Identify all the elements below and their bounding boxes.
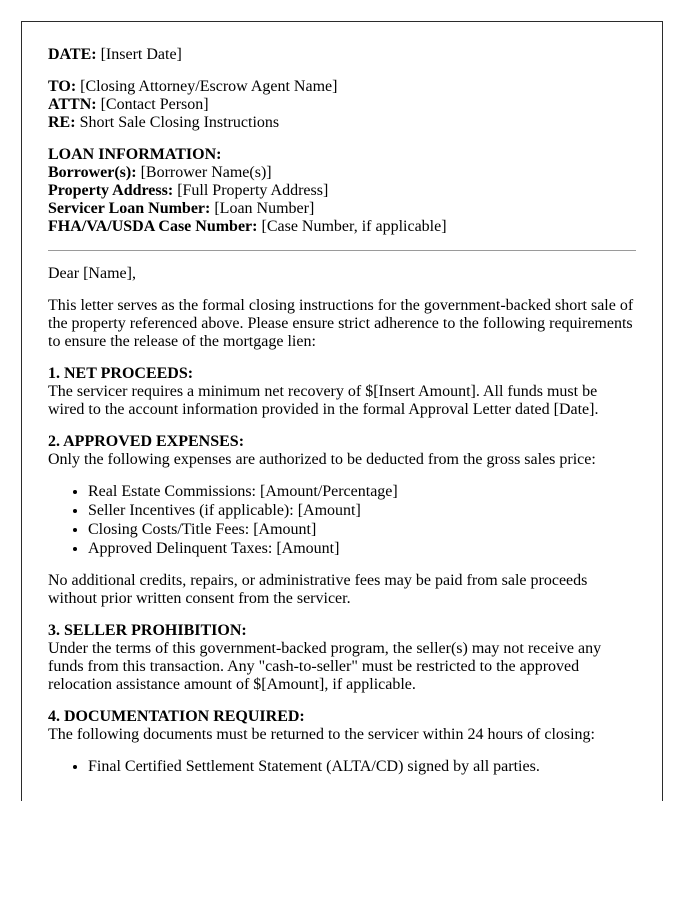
documentation-required-text: The following documents must be returned to the servicer within 24 hours of closing:: [48, 726, 595, 743]
case-number-value: [Case Number, if applicable]: [261, 218, 447, 235]
property-address-label: Property Address:: [48, 182, 174, 199]
net-proceeds-text: The servicer requires a minimum net recovery of $[Insert Amount]. All funds must be wired to the account information provided in the formal Approval Letter dated [Date].: [48, 383, 599, 418]
loan-info-block: [48, 146, 636, 236]
seller-prohibition-heading: 3. SELLER PROHIBITION:: [48, 622, 247, 639]
servicer-loan-number-value: [Loan Number]: [214, 200, 315, 217]
borrower-label: Borrower(s):: [48, 164, 137, 181]
section-approved-expenses: [48, 433, 636, 469]
salutation: Dear [Name],: [48, 265, 136, 282]
loan-info-heading: LOAN INFORMATION:: [48, 146, 222, 163]
borrower-value: [Borrower Name(s)]: [140, 164, 272, 181]
documentation-list: [48, 758, 636, 776]
list-item: • Approved Delinquent Taxes: [Amount]: [88, 540, 636, 558]
servicer-loan-number-label: Servicer Loan Number:: [48, 200, 211, 217]
to-label: TO:: [48, 78, 77, 95]
case-number-label: FHA/VA/USDA Case Number:: [48, 218, 258, 235]
section-seller-prohibition: [48, 622, 636, 694]
attn-value: [Contact Person]: [100, 96, 209, 113]
list-item: • Seller Incentives (if applicable): [Amount]: [88, 502, 636, 520]
approved-expenses-heading: 2. APPROVED EXPENSES:: [48, 433, 245, 450]
approved-expenses-text: Only the following expenses are authorized to be deducted from the gross sales price:: [48, 451, 596, 468]
date-value: [Insert Date]: [100, 46, 182, 63]
seller-prohibition-text: Under the terms of this government-backed program, the seller(s) may not receive any funds from this transaction. Any "cash-to-seller" must be restricted to the approved relocation assistance amount of $[Amount], if applicable.: [48, 640, 602, 693]
approved-expenses-note: No additional credits, repairs, or administrative fees may be paid from sale proceeds without prior written consent from the servicer.: [48, 572, 588, 607]
documentation-required-heading: 4. DOCUMENTATION REQUIRED:: [48, 708, 305, 725]
net-proceeds-heading: 1. NET PROCEEDS:: [48, 365, 194, 382]
letter-page: [21, 21, 663, 801]
re-label: RE:: [48, 114, 76, 131]
re-value: Short Sale Closing Instructions: [79, 114, 280, 131]
approved-expenses-list: [48, 483, 636, 558]
list-item: • Closing Costs/Title Fees: [Amount]: [88, 521, 636, 539]
list-item: • Real Estate Commissions: [Amount/Percentage]: [88, 483, 636, 501]
property-address-value: [Full Property Address]: [177, 182, 329, 199]
to-value: [Closing Attorney/Escrow Agent Name]: [80, 78, 338, 95]
attn-label: ATTN:: [48, 96, 97, 113]
recipient-block: [48, 78, 636, 132]
divider: [48, 250, 636, 251]
section-documentation-required: [48, 708, 636, 744]
date-line: [48, 46, 636, 64]
section-net-proceeds: [48, 365, 636, 419]
intro-paragraph: This letter serves as the formal closing instructions for the government-backed short sale of the property referenced above. Please ensure strict adherence to the following requirements to ensure the release of the mortgage lien:: [48, 297, 634, 350]
date-label: DATE:: [48, 46, 97, 63]
list-item: • Final Certified Settlement Statement (ALTA/CD) signed by all parties.: [88, 758, 636, 776]
